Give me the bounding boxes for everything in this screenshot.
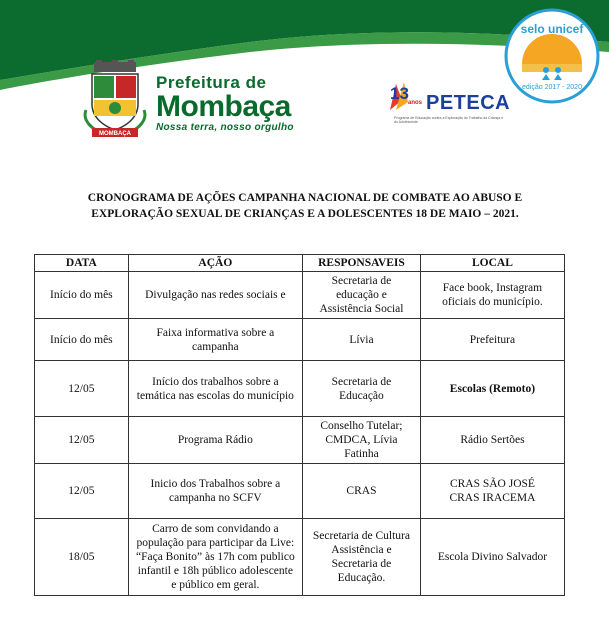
title-line-2: EXPLORAÇÃO SEXUAL DE CRIANÇAS E A DOLESCENTES 18 DE MAIO – 2021. (91, 208, 519, 220)
crest-label: MOMBAÇA (99, 131, 131, 137)
cell-data: Início do mês (35, 272, 129, 319)
schedule-table (34, 254, 565, 596)
header-responsaveis: RESPONSAVEIS (303, 255, 421, 272)
table-header-row (35, 255, 565, 272)
cell-data: 18/05 (35, 519, 129, 596)
peteca-tagline: Programa de Educação contra a Exploração do Trabalho da Criança e do Adolescente (394, 116, 504, 124)
peteca-logo (386, 80, 511, 124)
cell-local: Escolas (Remoto) (420, 361, 564, 417)
cell-local: Prefeitura (420, 319, 564, 361)
cell-local: Rádio Sertões (420, 417, 564, 464)
table-row (35, 319, 565, 361)
unicef-edition: edição 2017 - 2020 (522, 84, 582, 91)
table-row (35, 417, 565, 464)
cell-data: 12/05 (35, 417, 129, 464)
crest-icon (82, 60, 148, 138)
table-row (35, 361, 565, 417)
cell-local-line: CRAS IRACEMA (449, 492, 536, 504)
title-line-1: CRONOGRAMA DE AÇÕES CAMPANHA NACIONAL DE COMBATE AO ABUSO E (87, 192, 523, 204)
brand-text (156, 74, 294, 134)
unicef-seal (504, 8, 600, 104)
cell-responsaveis: Secretaria de Educação (303, 361, 421, 417)
brand-main-text: Mombaça (156, 90, 291, 123)
cell-acao: Faixa informativa sobre a campanha (128, 319, 302, 361)
cell-acao: Programa Rádio (128, 417, 302, 464)
cell-responsaveis: Conselho Tutelar; CMDCA, Lívia Fatinha (303, 417, 421, 464)
peteca-name: PETECA (426, 92, 511, 114)
peteca-anos: anos (408, 100, 423, 106)
cell-responsaveis: Lívia (303, 319, 421, 361)
cell-local (420, 464, 564, 519)
cell-local: Face book, Instagram oficiais do município. (420, 272, 564, 319)
unicef-title: selo unicef (520, 22, 584, 36)
brand-top-text: Prefeitura de (156, 73, 267, 92)
cell-local: Escola Divino Salvador (420, 519, 564, 596)
cell-responsaveis: Secretaria de educação e Assistência Social (303, 272, 421, 319)
document-title (40, 190, 570, 222)
header-acao: AÇÃO (128, 255, 302, 272)
header-local: LOCAL (420, 255, 564, 272)
cell-responsaveis: Secretaria de Cultura Assistência e Secretaria de Educação. (303, 519, 421, 596)
cell-acao: Inicio dos Trabalhos sobre a campanha no SCFV (128, 464, 302, 519)
cell-local-line: CRAS SÃO JOSÉ (449, 478, 535, 490)
table-row (35, 272, 565, 319)
cell-data: Início do mês (35, 319, 129, 361)
header-data: DATA (35, 255, 129, 272)
cell-data: 12/05 (35, 361, 129, 417)
table-row (35, 519, 565, 596)
cell-acao: Carro de som convidando a população para participar da Live: “Faça Bonito” às 17h com publico infantil e 18h público adolescente e público em geral. (128, 519, 302, 596)
cell-data: 12/05 (35, 464, 129, 519)
prefeitura-logo (82, 60, 342, 140)
table-row (35, 464, 565, 519)
page-header (0, 0, 609, 150)
cell-acao: Divulgação nas redes sociais e (128, 272, 302, 319)
peteca-number: 13 (390, 84, 409, 103)
brand-slogan: Nossa terra, nosso orgulho (156, 122, 294, 133)
cell-responsaveis: CRAS (303, 464, 421, 519)
cell-acao: Início dos trabalhos sobre a temática nas escolas do município (128, 361, 302, 417)
